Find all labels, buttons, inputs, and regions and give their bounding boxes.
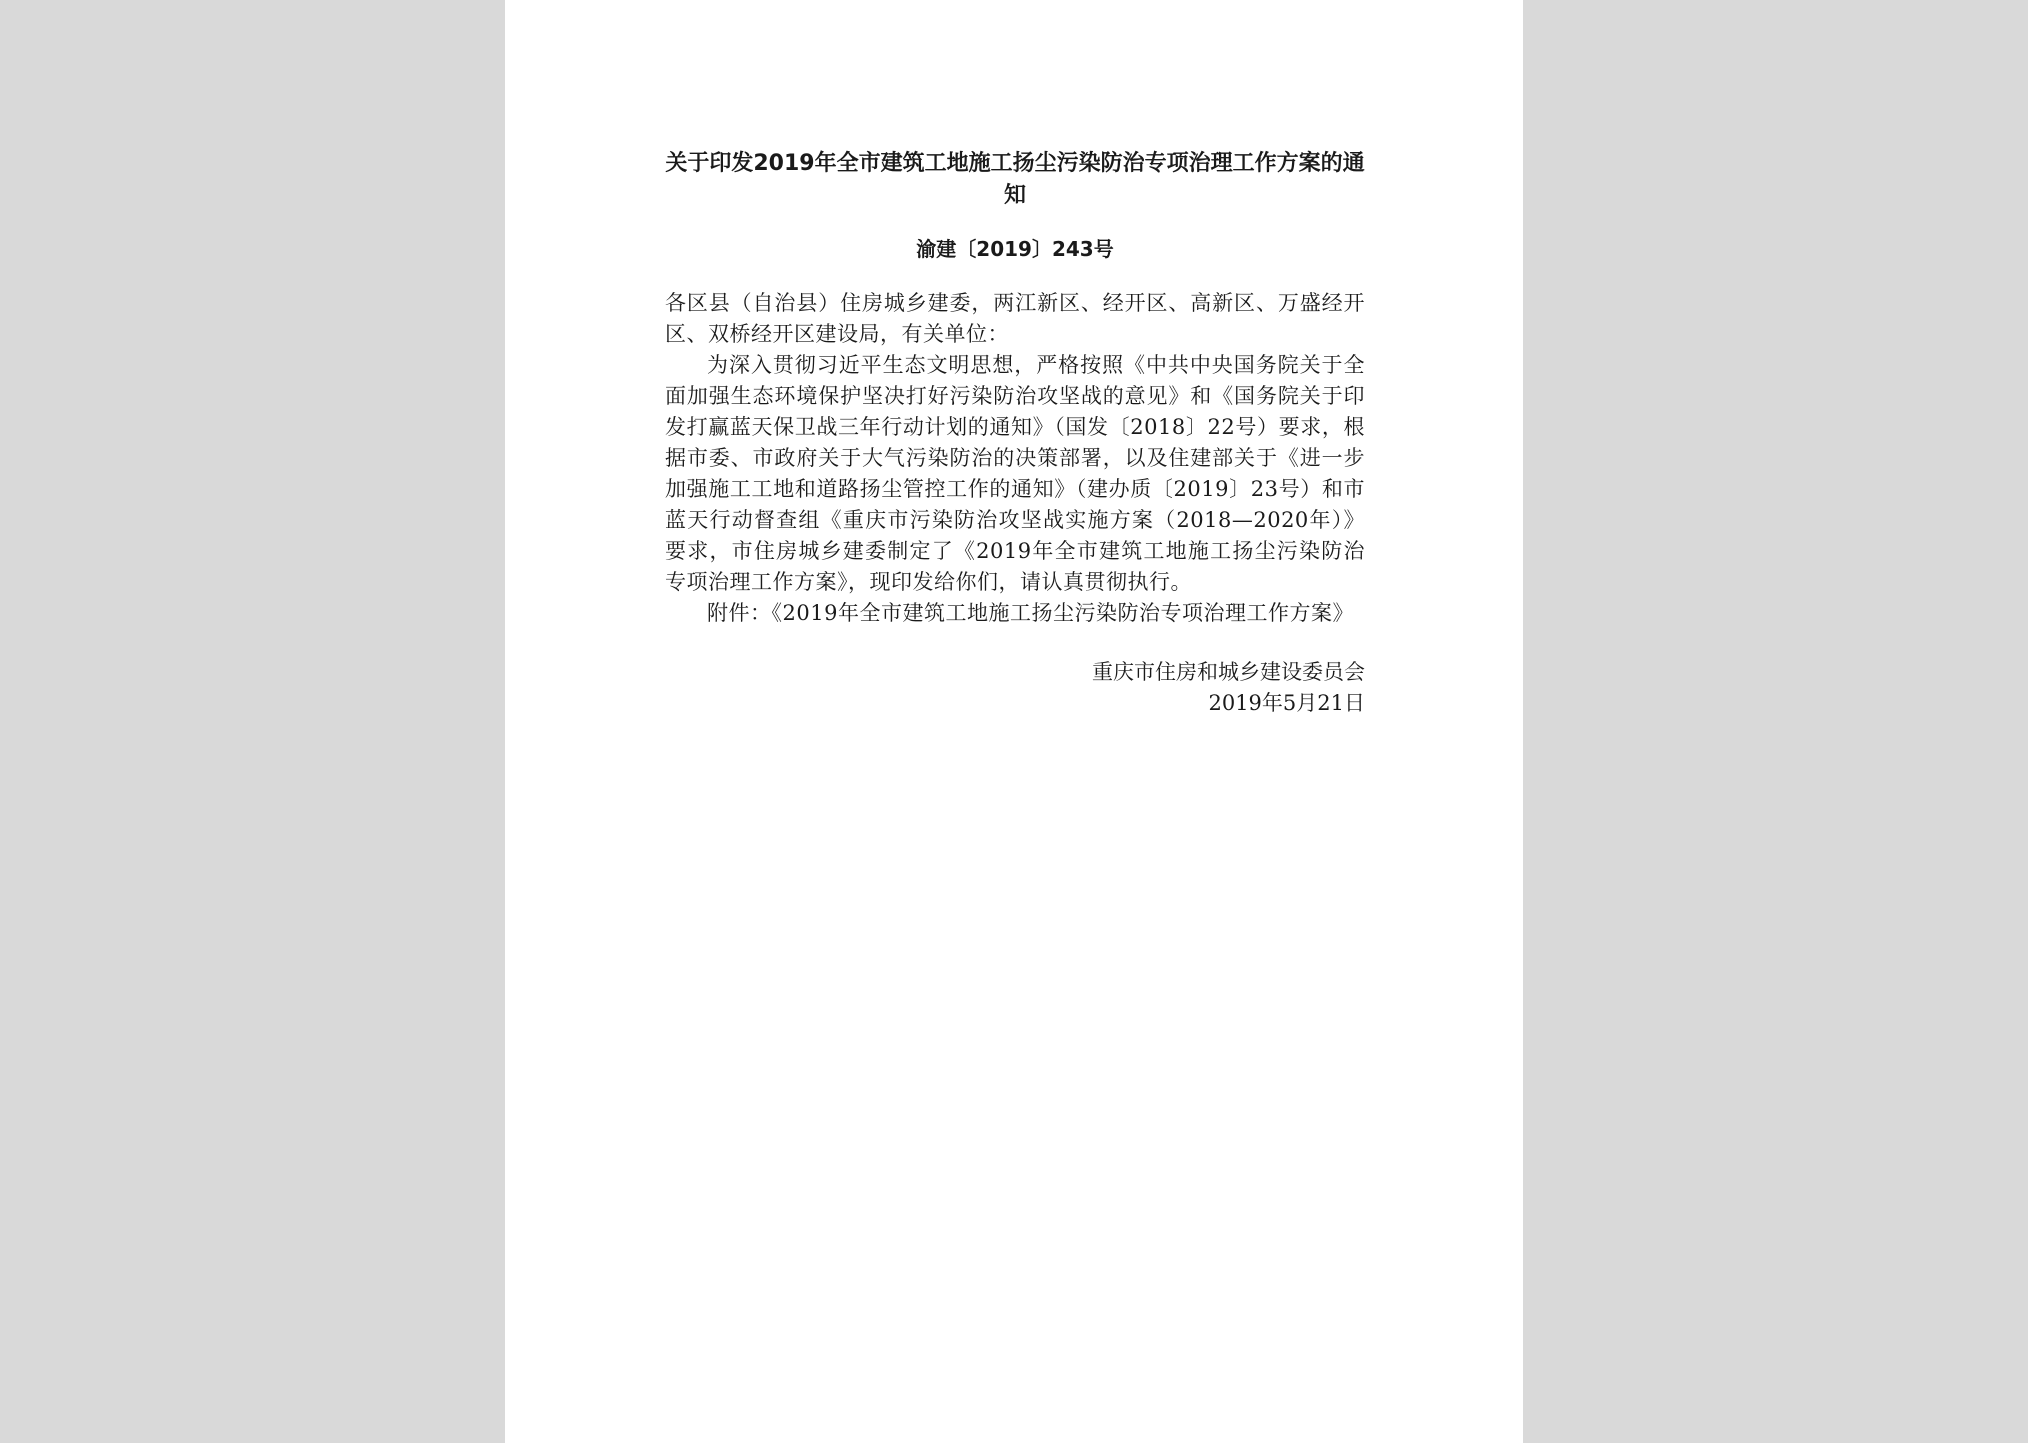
signature-organization: 重庆市住房和城乡建设委员会 bbox=[1092, 660, 1365, 684]
document-content bbox=[665, 148, 1365, 719]
attachment-line: 附件：《2019年全市建筑工地施工扬尘污染防治专项治理工作方案》 bbox=[707, 601, 1354, 625]
body-paragraph: 为深入贯彻习近平生态文明思想，严格按照《中共中央国务院关于全面加强生态环境保护坚决打好污染防治攻坚战的意见》和《国务院关于印发打赢蓝天保卫战三年行动计划的通知》（国发〔2018〕22号）要求，根据市委、市政府关于大气污染防治的决策部署，以及住建部关于《进一步加强施工工地和道路扬尘管控工作的通知》（建办质〔2019〕23号）和市蓝天行动督查组《重庆市污染防治攻坚战实施方案（2018—2020年）》要求，市住房城乡建委制定了《2019年全市建筑工地施工扬尘污染防治专项治理工作方案》，现印发给你们，请认真贯彻执行。 bbox=[665, 353, 1365, 594]
document-title: 关于印发2019年全市建筑工地施工扬尘污染防治专项治理工作方案的通知 bbox=[665, 151, 1365, 208]
document-number: 渝建〔2019〕243号 bbox=[916, 237, 1114, 261]
signature-date: 2019年5月21日 bbox=[1208, 691, 1365, 715]
document-page bbox=[505, 0, 1523, 1443]
addressee: 各区县（自治县）住房城乡建委，两江新区、经开区、高新区、万盛经开区、双桥经开区建设局，有关单位： bbox=[665, 291, 1365, 346]
signature-block bbox=[665, 657, 1365, 719]
document-body bbox=[665, 288, 1365, 629]
